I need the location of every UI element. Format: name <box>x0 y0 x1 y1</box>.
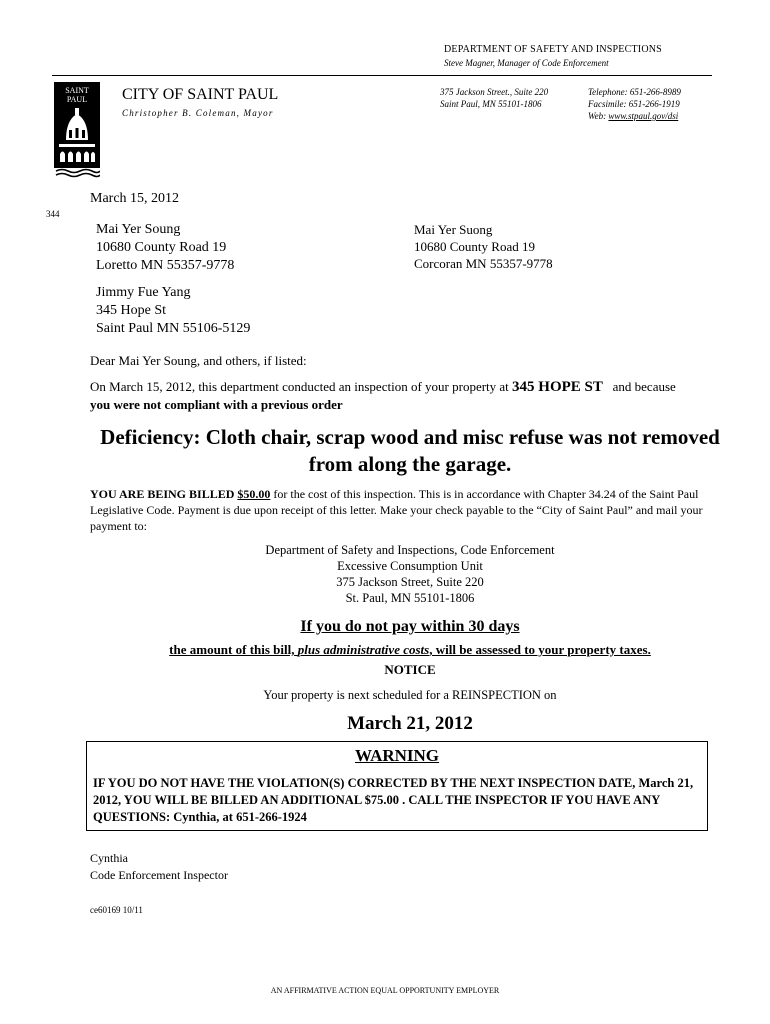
assessed-notice <box>90 642 730 658</box>
assessed-part-1: the amount of this bill, <box>169 642 295 657</box>
recipient-name: Mai Yer Suong <box>414 222 493 237</box>
logo-text-paul: PAUL <box>66 95 88 104</box>
recipient-name: Jimmy Fue Yang <box>96 285 191 300</box>
assessed-italic: plus administrative costs <box>297 642 430 657</box>
para1-bold: you were not compliant with a previous order <box>90 397 343 412</box>
inspection-paragraph <box>90 378 730 414</box>
address-line-1: 375 Jackson Street., Suite 220 <box>440 87 549 97</box>
recipient-2 <box>414 221 553 272</box>
warning-text: IF YOU DO NOT HAVE THE VIOLATION(S) CORRECTED BY THE NEXT INSPECTION DATE, March 21, 2012, YOU WILL BE BILLED AN ADDITIONAL $75.00 . CALL THE INSPECTOR IF YOU HAVE ANY QUESTIONS: Cynthia, at 651-266-1924 <box>93 776 694 824</box>
notice-heading: NOTICE <box>384 662 436 677</box>
letter-date: March 15, 2012 <box>90 191 180 206</box>
payto-line: Department of Safety and Inspections, Code Enforcement <box>265 543 555 557</box>
property-address: 345 HOPE ST <box>512 379 603 395</box>
warning-box <box>86 741 708 831</box>
deficiency-heading: Deficiency: Cloth chair, scrap wood and misc refuse was not removed from along the garage. <box>100 425 720 476</box>
web-link[interactable]: www.stpaul.gov/dsi <box>608 111 679 121</box>
manager-name: Steve Magner, Manager of Code Enforcement <box>444 58 609 68</box>
recipient-city: Corcoran MN 55357-9778 <box>414 256 553 271</box>
billed-amount: $50.00 <box>237 487 271 501</box>
payto-line: Excessive Consumption Unit <box>337 559 483 573</box>
department-title: DEPARTMENT OF SAFETY AND INSPECTIONS <box>444 44 662 55</box>
header-divider <box>52 75 712 76</box>
city-name: CITY OF SAINT PAUL <box>122 86 279 103</box>
web <box>588 110 681 122</box>
billing-paragraph <box>90 486 730 534</box>
recipient-city: Loretto MN 55357-9778 <box>96 258 235 273</box>
payto-line: St. Paul, MN 55101-1806 <box>345 591 475 605</box>
form-code: ce60169 10/11 <box>90 905 143 915</box>
facsimile: Facsimile: 651-266-1919 <box>588 99 680 109</box>
letter-code: 344 <box>46 209 60 219</box>
logo-text-saint: SAINT <box>65 86 89 95</box>
address-line-2: Saint Paul, MN 55101-1806 <box>440 99 542 109</box>
reinspection-text: Your property is next scheduled for a REINSPECTION on <box>263 688 557 702</box>
assessed-part-2: , will be assessed to your property taxes. <box>429 642 651 657</box>
web-label: Web: <box>588 111 609 121</box>
mayor-name: Christopher B. Coleman, Mayor <box>122 108 274 118</box>
signature-block <box>90 850 228 884</box>
office-address <box>440 86 548 110</box>
recipient-3 <box>96 284 250 338</box>
recipient-name: Mai Yer Soung <box>96 222 181 237</box>
reinspection-date: March 21, 2012 <box>347 713 473 734</box>
para1-start: On March 15, 2012, this department conducted an inspection of your property at <box>90 379 509 394</box>
recipient-street: 10680 County Road 19 <box>414 239 535 254</box>
signer-name: Cynthia <box>90 851 128 865</box>
footer-eeo: AN AFFIRMATIVE ACTION EQUAL OPPORTUNITY EMPLOYER <box>270 986 500 995</box>
contact-info <box>588 86 681 122</box>
recipient-city: Saint Paul MN 55106-5129 <box>96 321 251 336</box>
salutation: Dear Mai Yer Soung, and others, if listed: <box>90 353 307 368</box>
payto-line: 375 Jackson Street, Suite 220 <box>336 575 484 589</box>
saint-paul-logo-icon <box>54 82 100 178</box>
billed-label: YOU ARE BEING BILLED <box>90 487 235 501</box>
telephone: Telephone: 651-266-8989 <box>588 87 681 97</box>
signer-title: Code Enforcement Inspector <box>90 868 228 882</box>
recipient-street: 10680 County Road 19 <box>96 240 227 255</box>
pay-within-30-days: If you do not pay within 30 days <box>300 618 520 635</box>
recipient-street: 345 Hope St <box>96 303 166 318</box>
billed-text: for the cost of this inspection. This is in accordance with Chapter 34.24 of the Saint Paul Legislative Code. Payment is due upon receipt of this letter. Make your check payable to the “City of Saint Paul” and mail your payment to: <box>90 487 703 533</box>
recipient-1 <box>96 221 234 275</box>
warning-title: WARNING <box>354 746 440 765</box>
para1-mid: and because <box>612 379 676 394</box>
payment-address <box>90 542 730 606</box>
